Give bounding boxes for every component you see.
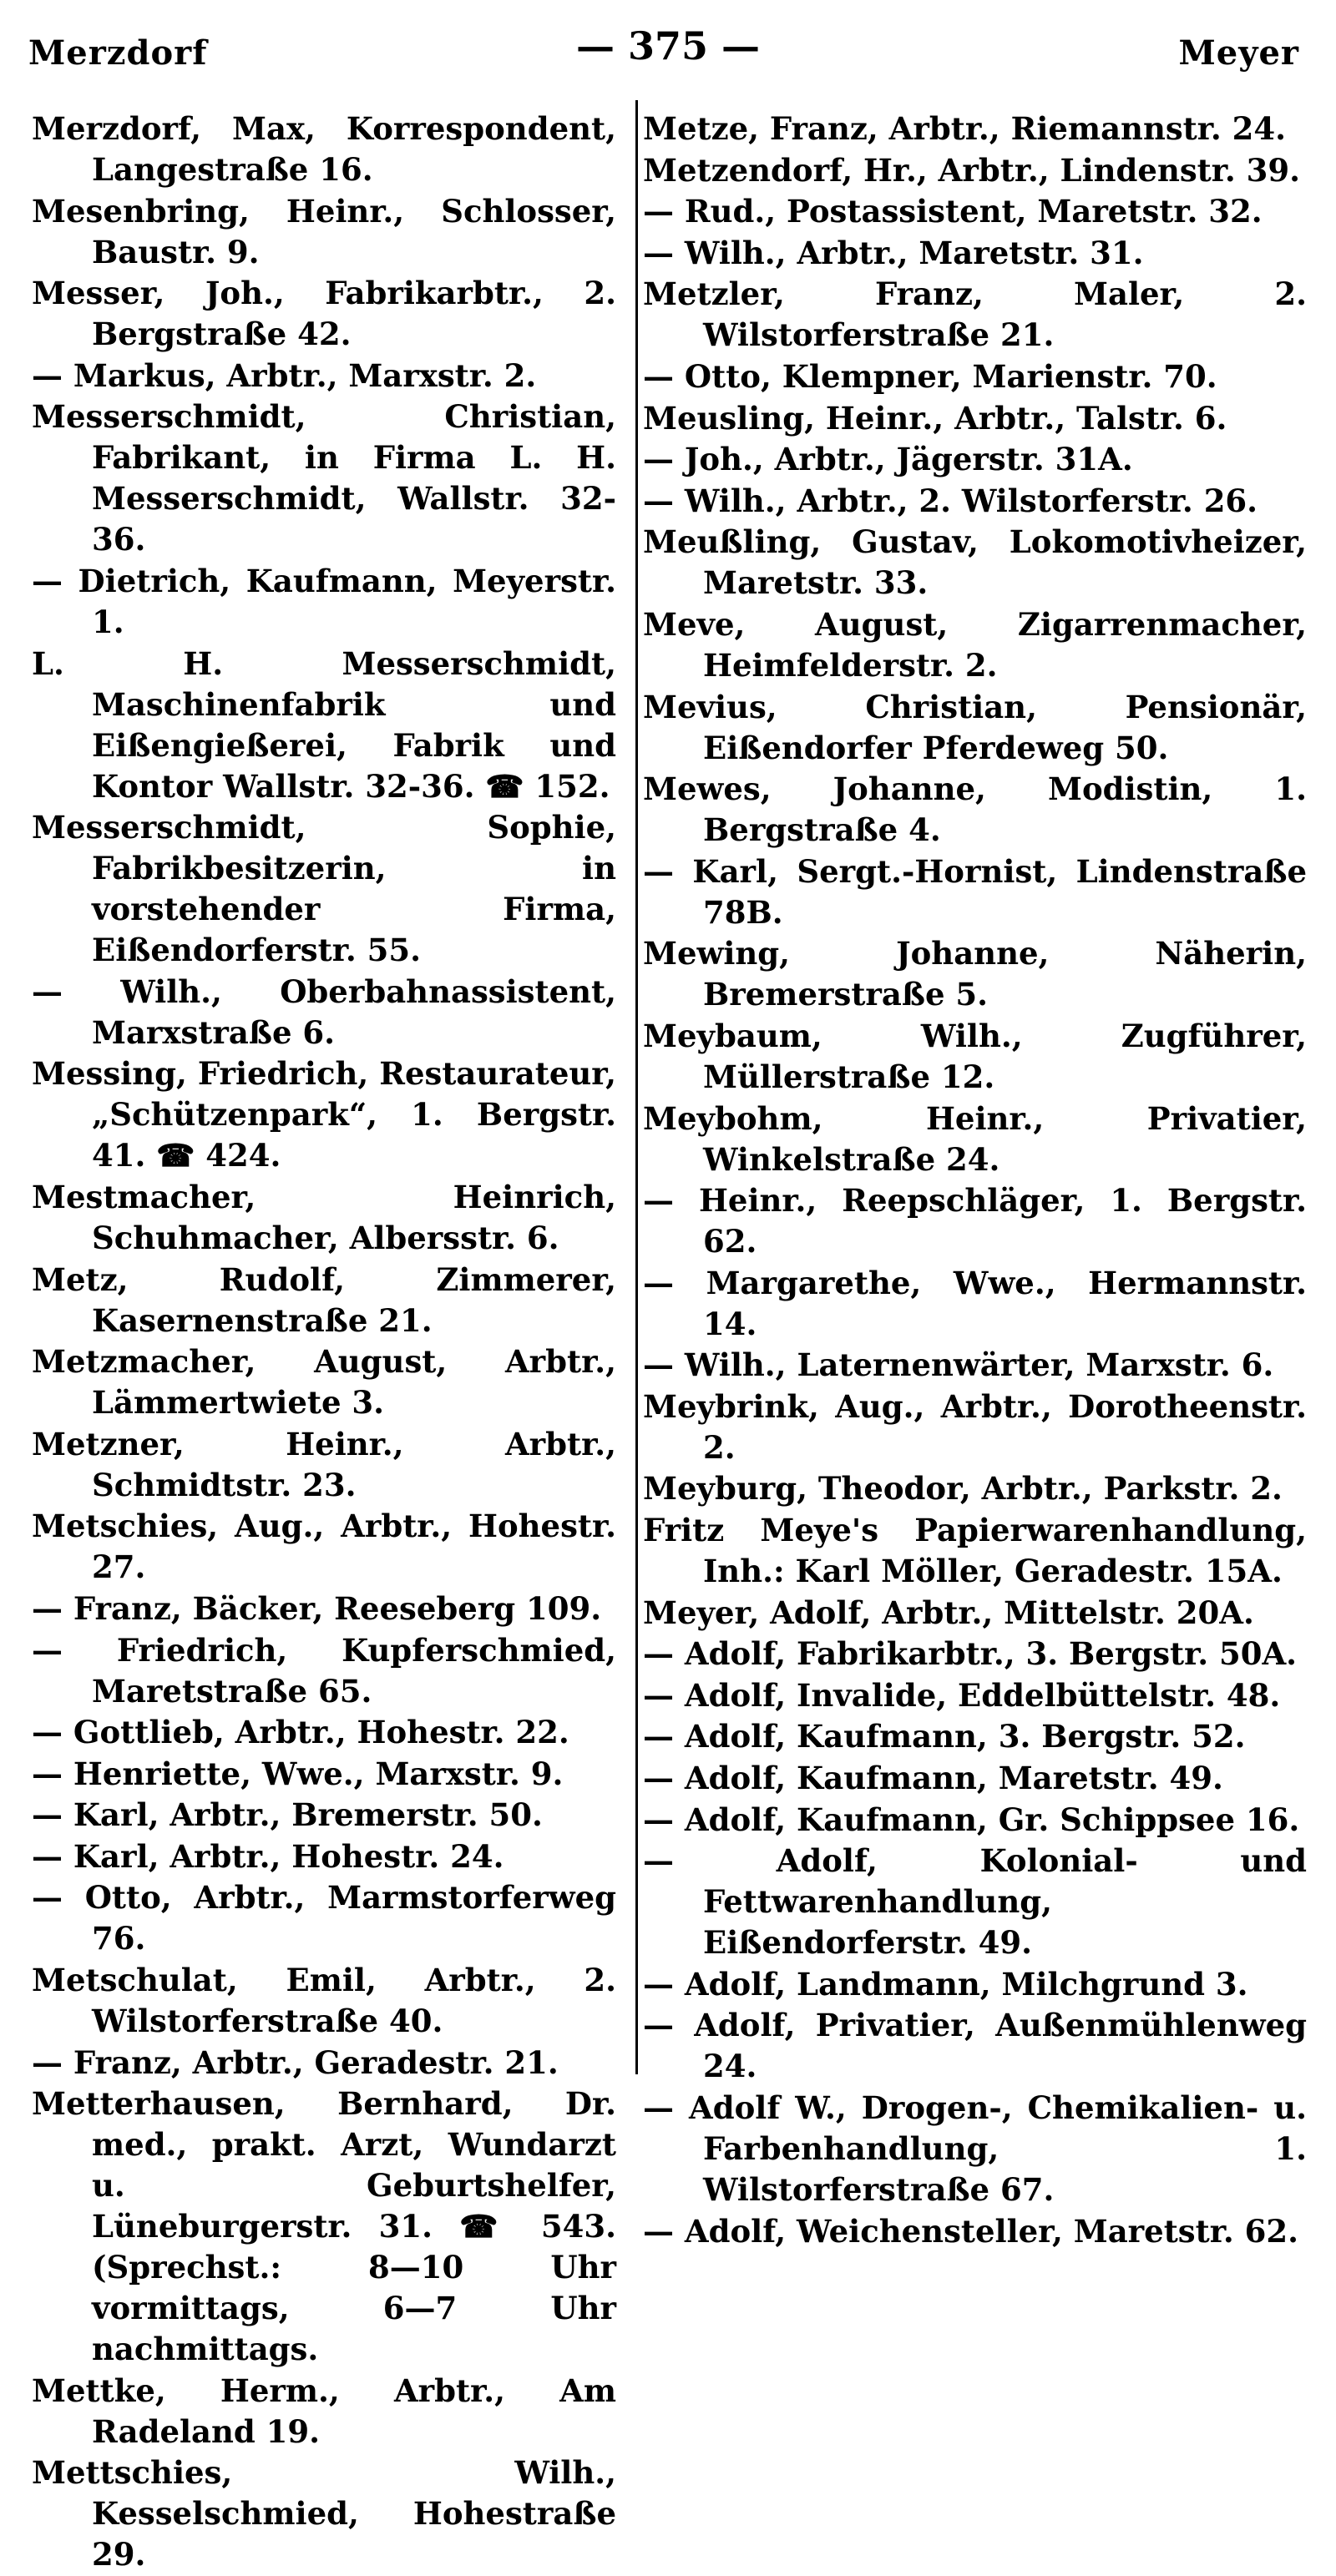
directory-entry: Messerschmidt, Sophie, Fabrikbesitzerin, in vorstehender Firma, Eißendorferstr. 55. bbox=[32, 809, 616, 969]
directory-entry: Metschies, Aug., Arbtr., Hohestr. 27. bbox=[32, 1508, 616, 1586]
directory-entry: Mettke, Herm., Arbtr., Am Radeland 19. bbox=[32, 2371, 616, 2450]
directory-entry: — Adolf, Kaufmann, 3. Bergstr. 52. bbox=[643, 1718, 1246, 1755]
directory-entry: — Wilh., Arbtr., 2. Wilstorferstr. 26. bbox=[643, 482, 1258, 519]
directory-entry: — Adolf, Kaufmann, Maretstr. 49. bbox=[643, 1760, 1223, 1797]
directory-entry: Mevius, Christian, Pensionär, Eißendorfer Pferdeweg 50. bbox=[643, 688, 1307, 766]
directory-entry: — Adolf, Kolonial- und Fettwarenhandlung, Eißendorferstr. 49. bbox=[643, 1842, 1307, 1962]
directory-entry: Mewing, Johanne, Näherin, Bremerstraße 5. bbox=[643, 935, 1307, 1013]
left-column bbox=[32, 109, 616, 2576]
directory-entry: Metz, Rudolf, Zimmerer, Kasernenstraße 21. bbox=[32, 1260, 616, 1339]
directory-entry: Metzendorf, Hr., Arbtr., Lindenstr. 39. bbox=[643, 151, 1300, 189]
directory-entry: Meusling, Heinr., Arbtr., Talstr. 6. bbox=[643, 399, 1227, 437]
directory-entry: — Franz, Bäcker, Reeseberg 109. bbox=[32, 1589, 602, 1627]
directory-entry: Messer, Joh., Fabrikarbtr., 2. Bergstraße 42. bbox=[32, 275, 616, 353]
directory-entry: Fritz Meye's Papierwarenhandlung, Inh.: Karl Möller, Geradestr. 15A. bbox=[643, 1512, 1307, 1590]
directory-entry: — Adolf, Privatier, Außenmühlenweg 24. bbox=[643, 2007, 1307, 2085]
directory-entry: L. H. Messerschmidt, Maschinenfabrik und Eißengießerei, Fabrik und Kontor Wallstr. 32-36. ☎ 152. bbox=[32, 644, 616, 805]
directory-entry: — Joh., Arbtr., Jägerstr. 31A. bbox=[643, 441, 1133, 478]
directory-entry: — Franz, Arbtr., Geradestr. 21. bbox=[32, 2043, 559, 2081]
directory-entry: Metschulat, Emil, Arbtr., 2. Wilstorferstraße 40. bbox=[32, 1962, 616, 2040]
directory-entry: — Wilh., Arbtr., Maretstr. 31. bbox=[643, 234, 1144, 271]
directory-entry: — Wilh., Laternenwärter, Marxstr. 6. bbox=[643, 1346, 1274, 1384]
directory-entry: Meyburg, Theodor, Arbtr., Parkstr. 2. bbox=[643, 1470, 1283, 1508]
directory-entry: — Adolf, Kaufmann, Gr. Schippsee 16. bbox=[643, 1801, 1300, 1838]
directory-entry: — Rud., Postassistent, Maretstr. 32. bbox=[643, 193, 1263, 230]
header-last-entry: Meyer bbox=[1178, 33, 1299, 73]
directory-entry: — Margarethe, Wwe., Hermannstr. 14. bbox=[643, 1264, 1307, 1342]
directory-entry: — Markus, Arbtr., Marxstr. 2. bbox=[32, 356, 537, 394]
directory-entry: Mettschies, Wilh., Kesselschmied, Hohestraße 29. bbox=[32, 2454, 616, 2573]
directory-entry: — Karl, Arbtr., Bremerstr. 50. bbox=[32, 1796, 543, 1834]
directory-entry: — Adolf, Landmann, Milchgrund 3. bbox=[643, 1965, 1248, 2003]
directory-entry: — Otto, Klempner, Marienstr. 70. bbox=[643, 357, 1217, 395]
directory-entry: — Dietrich, Kaufmann, Meyerstr. 1. bbox=[32, 562, 616, 640]
directory-entry: — Otto, Arbtr., Marmstorferweg 76. bbox=[32, 1879, 616, 1957]
directory-entry: — Wilh., Oberbahnassistent, Marxstraße 6. bbox=[32, 972, 616, 1051]
directory-entry: Metzmacher, August, Arbtr., Lämmertwiete 3. bbox=[32, 1343, 616, 1422]
page-number: — 375 — bbox=[575, 23, 761, 68]
directory-entry: Metzler, Franz, Maler, 2. Wilstorferstraße 21. bbox=[643, 275, 1307, 354]
directory-entry: — Henriette, Wwe., Marxstr. 9. bbox=[32, 1755, 564, 1792]
directory-entry: — Friedrich, Kupferschmied, Maretstraße 65. bbox=[32, 1631, 616, 1710]
directory-entry: — Karl, Arbtr., Hohestr. 24. bbox=[32, 1837, 504, 1875]
directory-entry: Metze, Franz, Arbtr., Riemannstr. 24. bbox=[643, 110, 1286, 147]
directory-entry: — Heinr., Reepschläger, 1. Bergstr. 62. bbox=[643, 1182, 1307, 1260]
header-first-entry: Merzdorf bbox=[28, 33, 208, 73]
directory-entry: Meyer, Adolf, Arbtr., Mittelstr. 20A. bbox=[643, 1594, 1254, 1631]
directory-entry: — Adolf, Fabrikarbtr., 3. Bergstr. 50A. bbox=[643, 1635, 1298, 1673]
directory-entry: Mestmacher, Heinrich, Schuhmacher, Albersstr. 6. bbox=[32, 1178, 616, 1256]
directory-entry: Messerschmidt, Christian, Fabrikant, in Firma L. H. Messerschmidt, Wallstr. 32-36. bbox=[32, 398, 616, 558]
directory-entry: Mesenbring, Heinr., Schlosser, Baustr. 9. bbox=[32, 192, 616, 270]
directory-entry: Meve, August, Zigarrenmacher, Heimfelderstr. 2. bbox=[643, 605, 1307, 684]
right-column bbox=[643, 109, 1307, 2252]
directory-entry: — Adolf, Weichensteller, Maretstr. 62. bbox=[643, 2212, 1298, 2250]
page-header bbox=[0, 23, 1336, 73]
directory-entry: — Karl, Sergt.-Hornist, Lindenstraße 78B. bbox=[643, 852, 1307, 931]
directory-entry: — Adolf, Invalide, Eddelbüttelstr. 48. bbox=[643, 1676, 1281, 1714]
directory-entry: Meybrink, Aug., Arbtr., Dorotheenstr. 2. bbox=[643, 1387, 1307, 1466]
directory-entry: Merzdorf, Max, Korrespondent, Langestraße 16. bbox=[32, 110, 616, 188]
directory-entry: Metzner, Heinr., Arbtr., Schmidtstr. 23. bbox=[32, 1425, 616, 1503]
directory-entry: Mewes, Johanne, Modistin, 1. Bergstraße 4. bbox=[643, 770, 1307, 849]
directory-entry: — Gottlieb, Arbtr., Hohestr. 22. bbox=[32, 1714, 569, 1751]
directory-entry: Messing, Friedrich, Restaurateur, „Schützenpark“, 1. Bergstr. 41. ☎ 424. bbox=[32, 1055, 616, 1174]
directory-entry: Metterhausen, Bernhard, Dr. med., prakt. Arzt, Wundarzt u. Geburtshelfer, Lüneburgerstr. 31. ☎ 543. (Sprechst.: 8—10 Uhr vormittags, 6—7 Uhr nachmittags. bbox=[32, 2085, 616, 2368]
directory-entry: Meußling, Gustav, Lokomotivheizer, Maretstr. 33. bbox=[643, 523, 1307, 602]
directory-entry: Meybaum, Wilh., Zugführer, Müllerstraße 12. bbox=[643, 1017, 1307, 1095]
directory-entry: Meybohm, Heinr., Privatier, Winkelstraße 24. bbox=[643, 1099, 1307, 1178]
column-divider bbox=[635, 100, 638, 2074]
directory-entry: — Adolf W., Drogen-, Chemikalien- u. Farbenhandlung, 1. Wilstorferstraße 67. bbox=[643, 2089, 1307, 2208]
